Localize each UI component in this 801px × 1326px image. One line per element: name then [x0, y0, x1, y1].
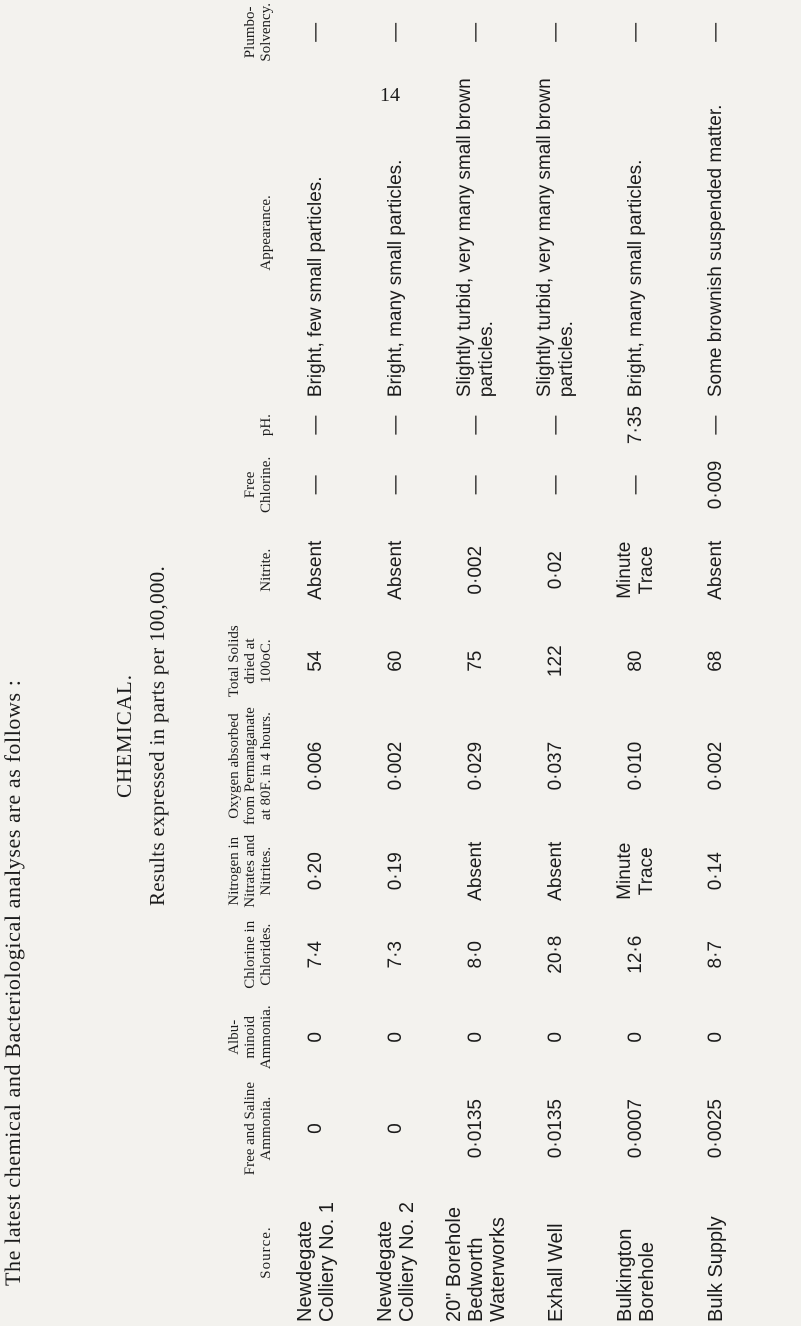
cell-source: Exhall Well — [545, 1223, 567, 1322]
cell-free-ammonia: 0·0025 — [705, 1099, 726, 1159]
cell-ph: — — [465, 415, 486, 435]
cell-appearance: Slightly turbid, very many small brown particles. — [534, 78, 577, 398]
cell-chlorine: 12·6 — [625, 935, 646, 974]
cell-appearance: Bright, many small particles. — [385, 159, 406, 398]
cell-plumbo-solvency: — — [625, 22, 646, 42]
cell-total-solids: 122 — [545, 645, 566, 678]
cell-nitrogen: 0·14 — [705, 852, 726, 891]
cell-albuminoid-ammonia: 0 — [385, 1032, 406, 1043]
cell-appearance: Bright, many small particles. — [625, 159, 646, 398]
cell-appearance: Slightly turbid, very many small brown particles. — [454, 78, 497, 398]
cell-total-solids: 75 — [465, 650, 486, 672]
cell-free-ammonia: 0 — [305, 1123, 326, 1134]
cell-chlorine: 20·8 — [545, 935, 566, 974]
cell-nitrite: Absent — [305, 540, 326, 600]
cell-ph: — — [385, 415, 406, 435]
cell-plumbo-solvency: — — [465, 22, 486, 42]
header-free-ammonia: Free and Saline Ammonia. — [242, 1081, 274, 1176]
cell-oxygen: 0·006 — [305, 741, 326, 791]
table-row — [676, 0, 756, 1326]
cell-source: 20" Borehole Bedworth Waterworks — [443, 1207, 509, 1322]
cell-free-chlorine: — — [305, 475, 326, 495]
cell-total-solids: 54 — [305, 650, 326, 672]
cell-nitrogen: Absent — [465, 841, 486, 901]
cell-chlorine: 7·3 — [385, 941, 406, 969]
header-source: Source. — [258, 1226, 274, 1279]
cell-source: Bulkington Borehole — [614, 1228, 658, 1322]
cell-free-chlorine: — — [545, 475, 566, 495]
cell-free-ammonia: 0·0007 — [625, 1099, 646, 1159]
table-row — [516, 0, 596, 1326]
cell-free-ammonia: 0 — [385, 1123, 406, 1134]
cell-oxygen: 0·002 — [705, 741, 726, 791]
cell-oxygen: 0·002 — [385, 741, 406, 791]
cell-source: Newdegate Colliery No. 2 — [374, 1201, 418, 1322]
table-row — [356, 0, 436, 1326]
cell-nitrogen: 0·19 — [385, 852, 406, 891]
header-appearance: Appearance. — [258, 195, 274, 271]
cell-ph: — — [705, 415, 726, 435]
chemical-analysis-table — [168, 0, 756, 1326]
header-plumbo-solvency: Plumbo-Solvency. — [242, 3, 274, 62]
table-row — [436, 0, 516, 1326]
cell-nitrite: Absent — [385, 540, 406, 600]
cell-appearance: Some brownish suspended matter. — [705, 104, 726, 398]
cell-source: Newdegate Colliery No. 1 — [294, 1201, 338, 1322]
cell-albuminoid-ammonia: 0 — [305, 1032, 326, 1043]
cell-ph: — — [545, 415, 566, 435]
cell-appearance: Bright, few small particles. — [305, 176, 326, 398]
cell-plumbo-solvency: — — [545, 22, 566, 42]
cell-free-chlorine: — — [465, 475, 486, 495]
header-oxygen: Oxygen absorbed from Permanganate at 80F. in 4 hours. — [226, 707, 274, 826]
cell-plumbo-solvency: — — [385, 22, 406, 42]
cell-total-solids: 68 — [705, 650, 726, 672]
header-total-solids: Total Solids dried at 100oC. — [226, 625, 274, 698]
cell-albuminoid-ammonia: 0 — [545, 1032, 566, 1043]
page-number: 14 — [380, 84, 400, 106]
table-row — [276, 0, 356, 1326]
cell-nitrogen: 0·20 — [305, 852, 326, 891]
table-header-row — [168, 0, 276, 1326]
cell-chlorine: 8·7 — [705, 941, 726, 969]
cell-chlorine: 8·0 — [465, 941, 486, 969]
cell-nitrogen: Minute Trace — [614, 842, 657, 900]
cell-plumbo-solvency: — — [305, 22, 326, 42]
cell-oxygen: 0·029 — [465, 741, 486, 791]
cell-free-ammonia: 0·0135 — [545, 1099, 566, 1159]
header-nitrite: Nitrite. — [258, 548, 274, 592]
cell-total-solids: 80 — [625, 650, 646, 672]
header-albuminoid-ammonia: Albu-minoid Ammonia. — [226, 1005, 274, 1070]
table-row — [596, 0, 676, 1326]
cell-plumbo-solvency: — — [705, 22, 726, 42]
page-title: The latest chemical and Bacteriological analyses are as follows : — [0, 679, 25, 1286]
cell-albuminoid-ammonia: 0 — [625, 1032, 646, 1043]
cell-total-solids: 60 — [385, 650, 406, 672]
cell-free-ammonia: 0·0135 — [465, 1099, 486, 1159]
cell-albuminoid-ammonia: 0 — [705, 1032, 726, 1043]
cell-nitrogen: Absent — [545, 841, 566, 901]
cell-free-chlorine: — — [625, 475, 646, 495]
units-note: Results expressed in parts per 100,000. — [145, 565, 169, 907]
header-free-chlorine: Free Chlorine. — [242, 456, 274, 514]
cell-albuminoid-ammonia: 0 — [465, 1032, 486, 1043]
cell-oxygen: 0·010 — [625, 741, 646, 791]
header-chlorine: Chlorine in Chlorides. — [242, 920, 274, 989]
cell-ph: — — [305, 415, 326, 435]
cell-chlorine: 7·4 — [305, 941, 326, 969]
cell-source: Bulk Supply — [705, 1216, 727, 1322]
section-heading: CHEMICAL. — [112, 674, 136, 798]
cell-nitrite: Minute Trace — [614, 541, 657, 599]
cell-nitrite: 0·02 — [545, 551, 566, 590]
cell-nitrite: Absent — [705, 540, 726, 600]
cell-ph: 7·35 — [625, 406, 646, 445]
header-ph: pH. — [258, 414, 274, 437]
cell-oxygen: 0·037 — [545, 741, 566, 791]
cell-free-chlorine: 0·009 — [705, 460, 726, 510]
cell-nitrite: 0·002 — [465, 545, 486, 595]
cell-free-chlorine: — — [385, 475, 406, 495]
header-nitrogen: Nitrogen in Nitrates and Nitrites. — [226, 834, 274, 908]
